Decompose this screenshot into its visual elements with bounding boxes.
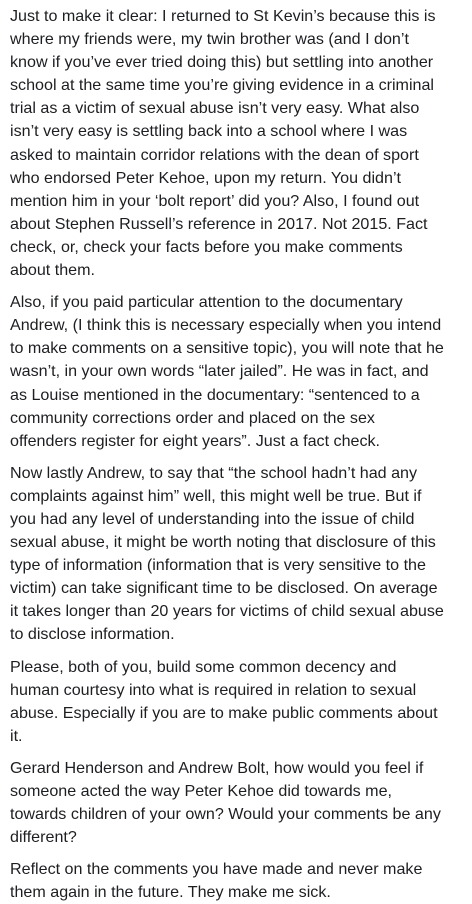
paragraph-how-would-you-feel: Gerard Henderson and Andrew Bolt, how would you feel if someone acted the way Peter Kehoe did towards me, towards children of your own? Would your comments be any different?: [10, 758, 441, 847]
paragraph-reflect: Reflect on the comments you have made and never make them again in the future. They make me sick.: [10, 860, 423, 902]
paragraph-complaints-disclosure: Now lastly Andrew, to say that “the school hadn’t had any complaints against him” well, this might well be true. But if you had any level of understanding into the issue of child sexual abuse, it might be worth noting that disclosure of this type of information (information that is very sensitive to the victim) can take significant time to be disclosed. On average it takes longer than 20 years for victims of child sexual abuse to disclose information.: [10, 463, 444, 644]
paragraph-common-decency: Please, both of you, build some common decency and human courtesy into what is required in relation to sexual abuse. Especially if you are to make public comments about it.: [10, 657, 438, 745]
paragraph-return-to-school: Just to make it clear: I returned to St Kevin’s because this is where my friends were, my twin brother was (and I don’t know if you’ve ever tried doing this) but settling into another school at the same time you’re giving evidence in a criminal trial as a victim of sexual abuse isn’t very easy. What also isn’t very easy is settling back into a school where I was asked to maintain corridor relations with the dean of sport who endorsed Peter Kehoe, upon my return. You didn’t mention him in your ‘bolt report’ did you? Also, I found out about Stephen Russell’s reference in 2017. Not 2015. Fact check, or, check your facts before you make comments about them.: [10, 7, 436, 280]
paragraph-documentary-fact-check: Also, if you paid particular attention to the documentary Andrew, (I think this is necessary especially when you intend to make comments on a sensitive topic), you will note that he wasn’t, in your own words “later jailed”. He was in fact, and as Louise mentioned in the documentary: “sentenced to a community corrections order and placed on the sex offenders register for eight years”. Just a fact check.: [10, 293, 444, 450]
